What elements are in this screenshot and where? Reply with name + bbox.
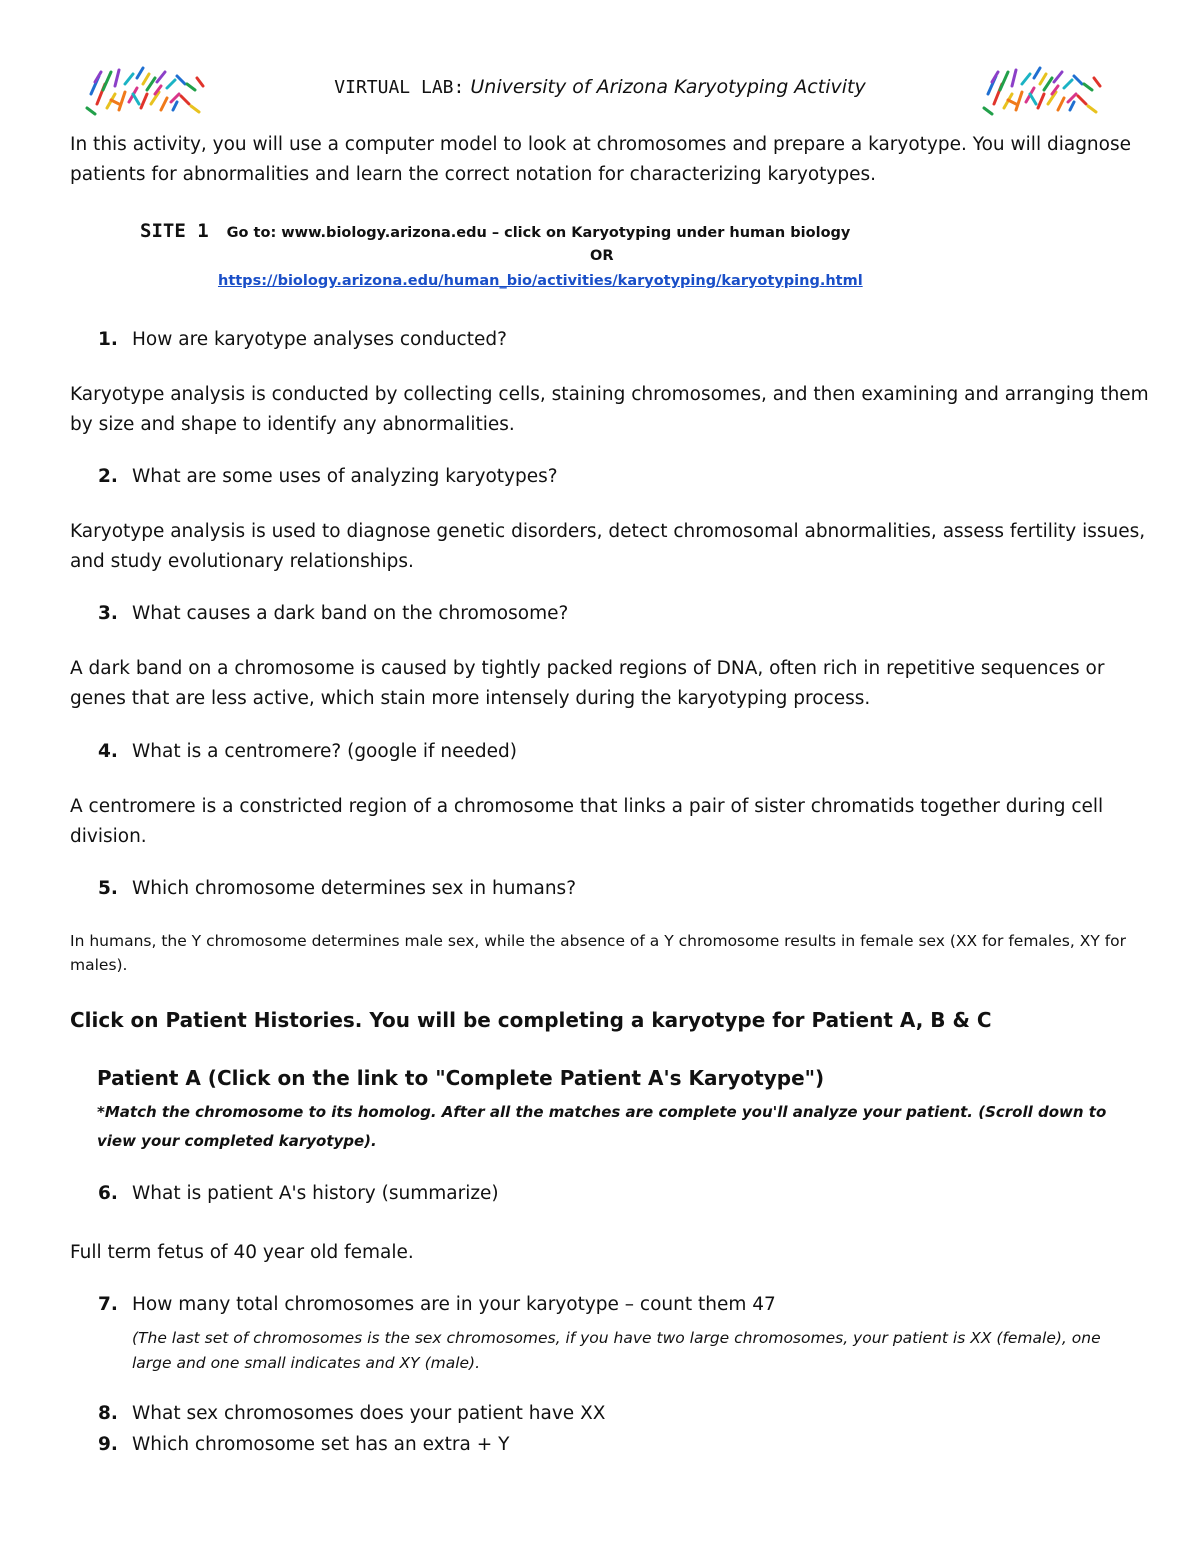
question-text: What sex chromosomes does your patient have XX bbox=[132, 1403, 606, 1424]
logo-chromosome-stroke bbox=[1074, 76, 1082, 84]
answer-5: In humans, the Y chromosome determines male sex, while the absence of a Y chromosome results in female sex (XX for females, XY for males). bbox=[70, 932, 1127, 974]
question-2 bbox=[98, 466, 558, 487]
question-5 bbox=[98, 878, 576, 899]
section-heading: Click on Patient Histories. You will be completing a karyotype for Patient A, B & C bbox=[70, 1008, 992, 1032]
logo-chromosome-stroke bbox=[1030, 94, 1036, 104]
logo-chromosome-stroke bbox=[1038, 94, 1044, 108]
question-4 bbox=[98, 741, 517, 762]
question-number: 2. bbox=[98, 466, 118, 487]
logo-strokes bbox=[984, 68, 1100, 114]
chromosome-cluster-icon bbox=[982, 64, 1104, 120]
logo-chromosome-stroke bbox=[87, 108, 95, 114]
site-instruction-text: Go to: www.biology.arizona.edu – click on Karyotyping under human biology bbox=[226, 225, 851, 241]
question-number: 7. bbox=[98, 1294, 118, 1315]
site-or: OR bbox=[590, 248, 614, 264]
logo-chromosome-stroke bbox=[1040, 74, 1046, 84]
question-1 bbox=[98, 329, 507, 350]
question-number: 3. bbox=[98, 603, 118, 624]
logo-chromosome-stroke bbox=[1008, 100, 1016, 104]
question-9 bbox=[98, 1434, 509, 1455]
answer-1: Karyotype analysis is conducted by collecting cells, staining chromosomes, and then examining and arranging them by size and shape to identify any abnormalities. bbox=[70, 384, 1149, 435]
title-lab: VIRTUAL LAB: bbox=[334, 77, 465, 98]
logo-chromosome-stroke bbox=[1044, 78, 1052, 90]
answer-2: Karyotype analysis is used to diagnose genetic disorders, detect chromosomal abnormalities, assess fertility issues, and study evolutionary relationships. bbox=[70, 521, 1146, 572]
question-number: 6. bbox=[98, 1183, 118, 1204]
question-text: Which chromosome set has an extra + Y bbox=[132, 1434, 510, 1455]
logo-chromosome-stroke bbox=[1070, 102, 1074, 110]
question-number: 8. bbox=[98, 1403, 118, 1424]
question-text: What is a centromere? (google if needed) bbox=[132, 741, 517, 762]
logo-chromosome-stroke bbox=[984, 108, 992, 114]
question-7-note: (The last set of chromosomes is the sex chromosomes, if you have two large chromosomes, your patient is XX (female), one large and one small indicates and XY (male). bbox=[132, 1329, 1101, 1372]
logo-chromosome-stroke bbox=[111, 100, 119, 104]
question-text: How are karyotype analyses conducted? bbox=[132, 329, 507, 350]
logo-chromosome-stroke bbox=[1034, 68, 1040, 78]
title-subtitle: University of Arizona Karyotyping Activity bbox=[470, 76, 866, 98]
site-instruction bbox=[140, 220, 1040, 242]
logo-chromosome-stroke bbox=[161, 98, 167, 110]
site-label: SITE 1 bbox=[140, 220, 209, 242]
question-text: What causes a dark band on the chromosome? bbox=[132, 603, 569, 624]
answer-4: A centromere is a constricted region of a chromosome that links a pair of sister chromatids together during cell division. bbox=[70, 796, 1104, 847]
patient-a-note: *Match the chromosome to its homolog. After all the matches are complete you'll analyze your patient. (Scroll down to view your completed karyotype). bbox=[97, 1103, 1107, 1150]
logo-chromosome-stroke bbox=[1012, 70, 1016, 86]
logo-chromosome-stroke bbox=[1000, 72, 1008, 90]
logo-chromosome-stroke bbox=[1022, 74, 1030, 84]
logo-chromosome-stroke bbox=[1094, 78, 1100, 86]
intro-paragraph: In this activity, you will use a computer model to look at chromosomes and prepare a karyotype. You will diagnose patients for abnormalities and learn the correct notation for characterizing karyotypes. bbox=[70, 134, 1131, 185]
question-text: Which chromosome determines sex in humans? bbox=[132, 878, 577, 899]
answer-6: Full term fetus of 40 year old female. bbox=[70, 1242, 414, 1263]
header bbox=[0, 64, 1200, 120]
question-number: 4. bbox=[98, 741, 118, 762]
logo-chromosome-stroke bbox=[1058, 98, 1064, 110]
question-8 bbox=[98, 1403, 605, 1424]
logo-chromosome-stroke bbox=[173, 102, 177, 110]
logo-chromosome-stroke bbox=[1084, 84, 1092, 90]
question-number: 5. bbox=[98, 878, 118, 899]
karyotyping-link[interactable]: https://biology.arizona.edu/human_bio/activities/karyotyping/karyotyping.html bbox=[218, 273, 863, 289]
question-text: What are some uses of analyzing karyotypes? bbox=[132, 466, 558, 487]
question-number: 9. bbox=[98, 1434, 118, 1455]
patient-a-heading: Patient A (Click on the link to "Complete Patient A's Karyotype") bbox=[97, 1066, 825, 1090]
question-7 bbox=[98, 1294, 776, 1315]
logo-chromosome-stroke bbox=[191, 106, 199, 112]
logo-chromosome-stroke bbox=[1016, 92, 1022, 110]
logo-chromosome-stroke bbox=[1064, 80, 1072, 88]
question-text: How many total chromosomes are in your karyotype – count them 47 bbox=[132, 1294, 776, 1315]
logo-chromosome-stroke bbox=[1078, 96, 1086, 104]
question-3 bbox=[98, 603, 568, 624]
question-text: What is patient A's history (summarize) bbox=[132, 1183, 499, 1204]
question-6 bbox=[98, 1183, 499, 1204]
logo-chromosome-stroke bbox=[1088, 106, 1096, 112]
logo-chromosome-stroke bbox=[1054, 72, 1062, 82]
question-number: 1. bbox=[98, 329, 118, 350]
answer-3: A dark band on a chromosome is caused by tightly packed regions of DNA, often rich in repetitive sequences or genes that are less active, which stain more intensely during the karyotyping process. bbox=[70, 658, 1105, 709]
